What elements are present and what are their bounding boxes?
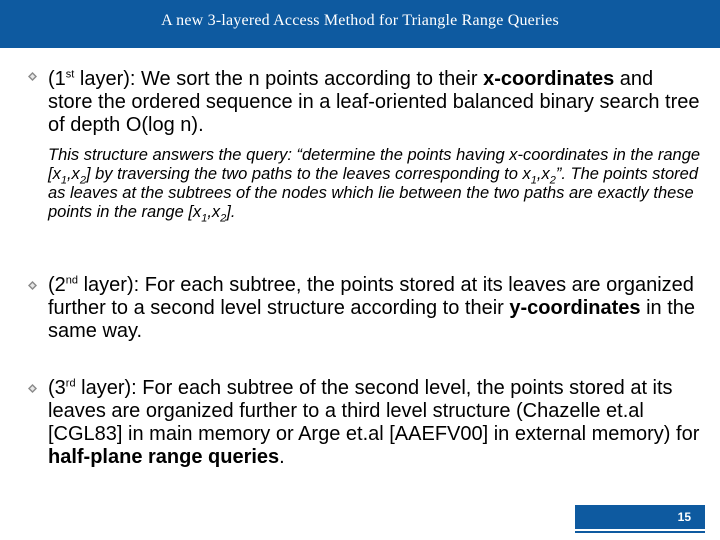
bullet-2-text: (2nd layer): For each subtree, the points stored at its leaves are organized further to a second level structure according to their y-coordinates in the same way.	[48, 274, 695, 342]
bullet-3-text: (3rd layer): For each subtree of the second level, the points stored at its leaves are organized further to a third level structure (Chazelle et.al [CGL83] in main memory or Arge et.al [AAEFV00] in external memory) for half-plane range queries.	[48, 377, 700, 468]
page-number-bar	[575, 505, 705, 529]
footer-rule	[575, 531, 705, 533]
bullet-1-detail: This structure answers the query: “determine the points having x-coordinates in the range $[x_1,x_2]$ by traversing the two paths to the leaves corresponding to $x_1,x_2$”. The points stored as leaves at the subtrees of the nodes which lie between the two paths are exactly these points in the range $[x_1,x_2]$.	[48, 146, 701, 225]
diamond-bullet-icon	[28, 384, 37, 393]
bullet-1-text: (1st layer): We sort the n points according to their x-coordinates and store the ordered sequence in a leaf-oriented balanced binary search tree of depth O(log n).	[48, 68, 700, 136]
diamond-bullet-icon	[28, 281, 37, 290]
slide-title: A new 3-layered Access Method for Triangle Range Queries	[161, 12, 559, 29]
diamond-bullet-icon	[28, 72, 37, 81]
title-bar	[0, 0, 720, 48]
page-number: 15	[677, 510, 691, 524]
